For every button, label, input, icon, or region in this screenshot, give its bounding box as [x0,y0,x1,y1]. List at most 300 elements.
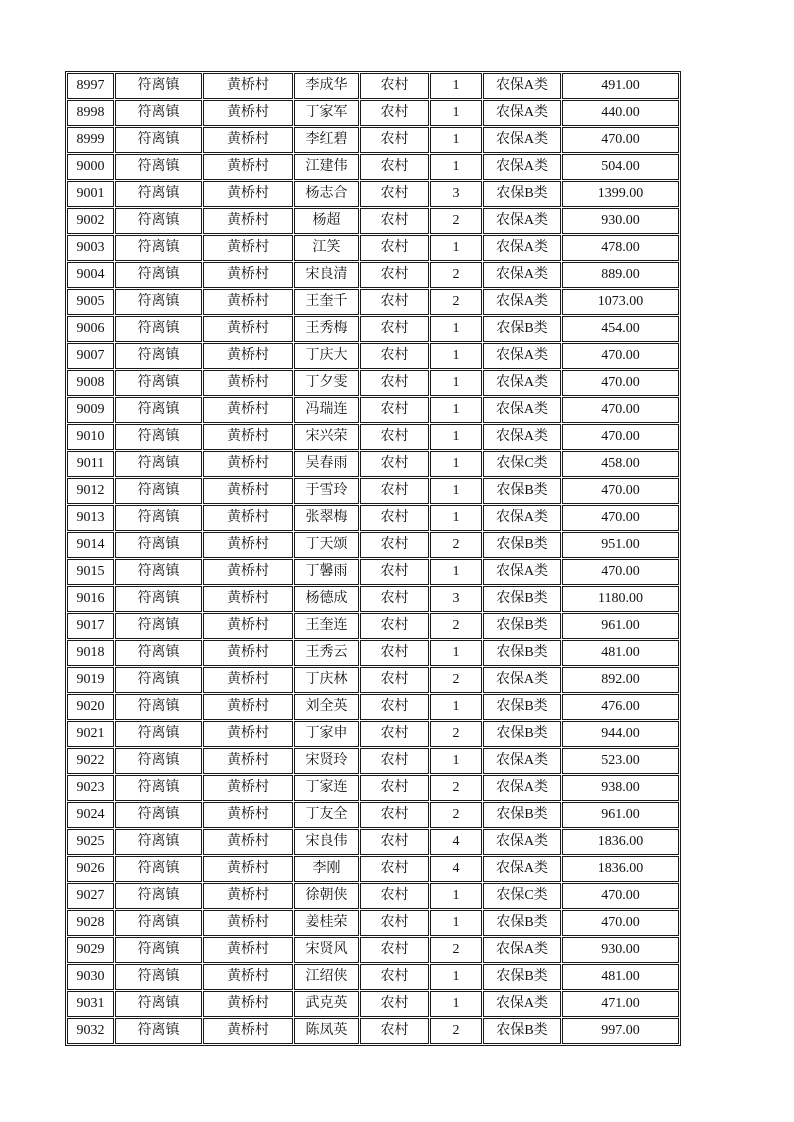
cell-village: 黄桥村 [203,856,293,882]
cell-village: 黄桥村 [203,937,293,963]
cell-amount: 476.00 [562,694,679,720]
cell-town: 符离镇 [115,856,202,882]
cell-residence: 农村 [360,262,429,288]
cell-person-name: 张翠梅 [294,505,359,531]
cell-index: 9021 [67,721,114,747]
cell-index: 9014 [67,532,114,558]
cell-insurance-category: 农保B类 [483,910,561,936]
cell-village: 黄桥村 [203,208,293,234]
table-row [67,208,679,234]
cell-town: 符离镇 [115,937,202,963]
cell-village: 黄桥村 [203,154,293,180]
cell-index: 9008 [67,370,114,396]
cell-index: 9006 [67,316,114,342]
cell-amount: 470.00 [562,127,679,153]
cell-amount: 470.00 [562,478,679,504]
cell-person-name: 丁天颂 [294,532,359,558]
cell-village: 黄桥村 [203,991,293,1017]
cell-residence: 农村 [360,748,429,774]
cell-person-count: 1 [430,991,482,1017]
cell-insurance-category: 农保A类 [483,991,561,1017]
cell-village: 黄桥村 [203,910,293,936]
cell-amount: 470.00 [562,505,679,531]
cell-town: 符离镇 [115,1018,202,1044]
cell-residence: 农村 [360,1018,429,1044]
cell-village: 黄桥村 [203,964,293,990]
cell-insurance-category: 农保A类 [483,262,561,288]
table-row [67,370,679,396]
cell-index: 9009 [67,397,114,423]
cell-insurance-category: 农保A类 [483,856,561,882]
table-row [67,181,679,207]
cell-insurance-category: 农保A类 [483,397,561,423]
cell-town: 符离镇 [115,775,202,801]
cell-town: 符离镇 [115,991,202,1017]
cell-residence: 农村 [360,802,429,828]
cell-town: 符离镇 [115,424,202,450]
cell-insurance-category: 农保B类 [483,964,561,990]
cell-person-name: 吴春雨 [294,451,359,477]
table-row [67,856,679,882]
cell-index: 9025 [67,829,114,855]
table-row [67,397,679,423]
cell-village: 黄桥村 [203,721,293,747]
cell-village: 黄桥村 [203,343,293,369]
cell-village: 黄桥村 [203,451,293,477]
cell-amount: 938.00 [562,775,679,801]
cell-insurance-category: 农保B类 [483,802,561,828]
table-row [67,73,679,99]
cell-insurance-category: 农保A类 [483,829,561,855]
cell-town: 符离镇 [115,802,202,828]
cell-residence: 农村 [360,289,429,315]
cell-village: 黄桥村 [203,883,293,909]
cell-insurance-category: 农保A类 [483,343,561,369]
table-row [67,721,679,747]
cell-residence: 农村 [360,559,429,585]
cell-residence: 农村 [360,370,429,396]
cell-residence: 农村 [360,235,429,261]
table-row [67,613,679,639]
cell-residence: 农村 [360,397,429,423]
cell-residence: 农村 [360,154,429,180]
cell-amount: 470.00 [562,910,679,936]
table-row [67,559,679,585]
cell-index: 9015 [67,559,114,585]
cell-village: 黄桥村 [203,100,293,126]
cell-insurance-category: 农保B类 [483,532,561,558]
cell-village: 黄桥村 [203,424,293,450]
cell-insurance-category: 农保A类 [483,370,561,396]
cell-person-name: 于雪玲 [294,478,359,504]
cell-amount: 523.00 [562,748,679,774]
cell-town: 符离镇 [115,181,202,207]
cell-person-name: 丁家连 [294,775,359,801]
cell-index: 9005 [67,289,114,315]
cell-amount: 470.00 [562,397,679,423]
cell-person-name: 宋良伟 [294,829,359,855]
cell-person-count: 1 [430,964,482,990]
cell-person-count: 1 [430,343,482,369]
cell-town: 符离镇 [115,316,202,342]
table-body [67,73,679,1044]
cell-town: 符离镇 [115,289,202,315]
cell-person-name: 杨志合 [294,181,359,207]
table-row [67,127,679,153]
cell-person-count: 1 [430,370,482,396]
table-row [67,667,679,693]
table-row [67,235,679,261]
cell-town: 符离镇 [115,586,202,612]
cell-index: 9016 [67,586,114,612]
table-row [67,829,679,855]
cell-person-count: 1 [430,235,482,261]
cell-village: 黄桥村 [203,586,293,612]
cell-person-name: 姜桂荣 [294,910,359,936]
cell-residence: 农村 [360,532,429,558]
cell-person-name: 冯瑞连 [294,397,359,423]
cell-person-name: 江笑 [294,235,359,261]
cell-residence: 农村 [360,667,429,693]
cell-person-count: 1 [430,505,482,531]
cell-index: 9019 [67,667,114,693]
cell-person-count: 2 [430,208,482,234]
cell-town: 符离镇 [115,748,202,774]
cell-amount: 961.00 [562,613,679,639]
cell-index: 8997 [67,73,114,99]
cell-town: 符离镇 [115,883,202,909]
cell-index: 9022 [67,748,114,774]
cell-insurance-category: 农保B类 [483,1018,561,1044]
cell-person-name: 宋贤玲 [294,748,359,774]
table-row [67,883,679,909]
cell-village: 黄桥村 [203,802,293,828]
table-row [67,640,679,666]
cell-person-count: 4 [430,829,482,855]
cell-amount: 1180.00 [562,586,679,612]
beneficiary-table [65,71,681,1046]
cell-village: 黄桥村 [203,532,293,558]
cell-index: 9012 [67,478,114,504]
cell-village: 黄桥村 [203,235,293,261]
cell-index: 9003 [67,235,114,261]
cell-village: 黄桥村 [203,181,293,207]
cell-person-count: 2 [430,262,482,288]
cell-residence: 农村 [360,694,429,720]
table-row [67,802,679,828]
cell-residence: 农村 [360,856,429,882]
cell-town: 符离镇 [115,235,202,261]
cell-person-name: 江建伟 [294,154,359,180]
cell-person-count: 1 [430,316,482,342]
cell-person-count: 1 [430,559,482,585]
table-row [67,910,679,936]
cell-person-name: 杨超 [294,208,359,234]
cell-person-count: 1 [430,478,482,504]
cell-insurance-category: 农保B类 [483,694,561,720]
cell-amount: 470.00 [562,370,679,396]
cell-amount: 481.00 [562,640,679,666]
cell-index: 9026 [67,856,114,882]
cell-person-name: 宋贤风 [294,937,359,963]
cell-insurance-category: 农保A类 [483,424,561,450]
cell-town: 符离镇 [115,964,202,990]
cell-person-count: 1 [430,73,482,99]
table-row [67,775,679,801]
cell-amount: 889.00 [562,262,679,288]
cell-person-count: 2 [430,667,482,693]
cell-insurance-category: 农保A类 [483,559,561,585]
table-row [67,964,679,990]
cell-person-name: 王奎连 [294,613,359,639]
table-row [67,505,679,531]
cell-person-count: 2 [430,613,482,639]
cell-residence: 农村 [360,586,429,612]
table-row [67,694,679,720]
cell-amount: 478.00 [562,235,679,261]
cell-person-name: 杨德成 [294,586,359,612]
cell-amount: 471.00 [562,991,679,1017]
cell-index: 9011 [67,451,114,477]
cell-index: 9020 [67,694,114,720]
cell-village: 黄桥村 [203,289,293,315]
cell-person-name: 陈凤英 [294,1018,359,1044]
cell-index: 8999 [67,127,114,153]
table-row [67,154,679,180]
cell-insurance-category: 农保A类 [483,73,561,99]
cell-town: 符离镇 [115,127,202,153]
table-row [67,748,679,774]
cell-index: 9000 [67,154,114,180]
cell-residence: 农村 [360,127,429,153]
cell-insurance-category: 农保B类 [483,721,561,747]
cell-insurance-category: 农保B类 [483,586,561,612]
cell-person-name: 江绍侠 [294,964,359,990]
table-row [67,343,679,369]
cell-person-name: 李成华 [294,73,359,99]
table-row [67,316,679,342]
cell-insurance-category: 农保A类 [483,235,561,261]
cell-amount: 951.00 [562,532,679,558]
cell-person-name: 王秀梅 [294,316,359,342]
cell-person-name: 宋兴荣 [294,424,359,450]
cell-person-count: 1 [430,694,482,720]
cell-person-name: 刘全英 [294,694,359,720]
cell-town: 符离镇 [115,829,202,855]
table-row [67,100,679,126]
cell-person-name: 丁庆林 [294,667,359,693]
cell-amount: 458.00 [562,451,679,477]
cell-index: 9023 [67,775,114,801]
cell-person-name: 丁夕雯 [294,370,359,396]
cell-insurance-category: 农保C类 [483,883,561,909]
cell-amount: 470.00 [562,343,679,369]
cell-person-name: 丁庆大 [294,343,359,369]
cell-village: 黄桥村 [203,478,293,504]
cell-town: 符离镇 [115,154,202,180]
cell-town: 符离镇 [115,910,202,936]
cell-index: 9017 [67,613,114,639]
cell-insurance-category: 农保A类 [483,775,561,801]
cell-town: 符离镇 [115,559,202,585]
cell-village: 黄桥村 [203,370,293,396]
table-row [67,478,679,504]
cell-residence: 农村 [360,478,429,504]
cell-person-count: 1 [430,424,482,450]
cell-person-name: 李红碧 [294,127,359,153]
cell-residence: 农村 [360,181,429,207]
cell-index: 9010 [67,424,114,450]
cell-residence: 农村 [360,640,429,666]
cell-town: 符离镇 [115,640,202,666]
cell-amount: 1073.00 [562,289,679,315]
cell-index: 9001 [67,181,114,207]
table-row [67,1018,679,1044]
cell-insurance-category: 农保A类 [483,667,561,693]
cell-residence: 农村 [360,100,429,126]
cell-index: 9027 [67,883,114,909]
cell-index: 9018 [67,640,114,666]
cell-residence: 农村 [360,775,429,801]
cell-village: 黄桥村 [203,694,293,720]
cell-index: 9028 [67,910,114,936]
cell-insurance-category: 农保A类 [483,127,561,153]
cell-town: 符离镇 [115,73,202,99]
cell-person-name: 丁友全 [294,802,359,828]
cell-amount: 470.00 [562,883,679,909]
cell-village: 黄桥村 [203,262,293,288]
cell-person-count: 2 [430,802,482,828]
cell-amount: 470.00 [562,424,679,450]
cell-amount: 1836.00 [562,856,679,882]
cell-person-count: 1 [430,100,482,126]
cell-index: 9032 [67,1018,114,1044]
table-row [67,991,679,1017]
cell-person-count: 1 [430,127,482,153]
table-row [67,532,679,558]
table-row [67,262,679,288]
cell-person-count: 1 [430,154,482,180]
cell-person-count: 1 [430,640,482,666]
cell-residence: 农村 [360,721,429,747]
cell-person-name: 丁家申 [294,721,359,747]
cell-person-name: 丁馨雨 [294,559,359,585]
cell-amount: 504.00 [562,154,679,180]
cell-person-count: 2 [430,721,482,747]
cell-index: 9029 [67,937,114,963]
cell-village: 黄桥村 [203,559,293,585]
cell-person-count: 4 [430,856,482,882]
cell-residence: 农村 [360,208,429,234]
cell-insurance-category: 农保A类 [483,505,561,531]
cell-village: 黄桥村 [203,127,293,153]
cell-village: 黄桥村 [203,1018,293,1044]
cell-town: 符离镇 [115,478,202,504]
table-row [67,937,679,963]
cell-town: 符离镇 [115,262,202,288]
cell-town: 符离镇 [115,100,202,126]
cell-town: 符离镇 [115,208,202,234]
cell-insurance-category: 农保B类 [483,640,561,666]
cell-person-count: 1 [430,397,482,423]
cell-village: 黄桥村 [203,73,293,99]
cell-town: 符离镇 [115,505,202,531]
cell-index: 9031 [67,991,114,1017]
cell-town: 符离镇 [115,451,202,477]
cell-person-count: 2 [430,289,482,315]
cell-amount: 491.00 [562,73,679,99]
table-row [67,451,679,477]
cell-person-count: 2 [430,532,482,558]
cell-person-count: 2 [430,937,482,963]
cell-insurance-category: 农保A类 [483,208,561,234]
cell-amount: 997.00 [562,1018,679,1044]
cell-amount: 961.00 [562,802,679,828]
cell-amount: 440.00 [562,100,679,126]
cell-town: 符离镇 [115,694,202,720]
cell-town: 符离镇 [115,613,202,639]
cell-index: 9007 [67,343,114,369]
cell-residence: 农村 [360,883,429,909]
cell-residence: 农村 [360,991,429,1017]
cell-index: 9024 [67,802,114,828]
cell-person-count: 1 [430,748,482,774]
cell-insurance-category: 农保B类 [483,316,561,342]
cell-insurance-category: 农保A类 [483,748,561,774]
cell-residence: 农村 [360,964,429,990]
cell-residence: 农村 [360,424,429,450]
cell-village: 黄桥村 [203,640,293,666]
cell-person-name: 王秀云 [294,640,359,666]
cell-village: 黄桥村 [203,505,293,531]
cell-residence: 农村 [360,910,429,936]
table-row [67,289,679,315]
cell-village: 黄桥村 [203,775,293,801]
cell-village: 黄桥村 [203,397,293,423]
cell-insurance-category: 农保A类 [483,100,561,126]
cell-index: 9013 [67,505,114,531]
cell-insurance-category: 农保A类 [483,154,561,180]
cell-amount: 944.00 [562,721,679,747]
cell-person-name: 徐朝侠 [294,883,359,909]
cell-person-name: 李刚 [294,856,359,882]
cell-person-count: 3 [430,586,482,612]
cell-index: 9002 [67,208,114,234]
cell-amount: 892.00 [562,667,679,693]
cell-person-name: 武克英 [294,991,359,1017]
cell-insurance-category: 农保A类 [483,289,561,315]
cell-insurance-category: 农保B类 [483,478,561,504]
cell-town: 符离镇 [115,721,202,747]
table-row [67,424,679,450]
cell-residence: 农村 [360,451,429,477]
cell-person-name: 王奎千 [294,289,359,315]
cell-residence: 农村 [360,343,429,369]
cell-village: 黄桥村 [203,613,293,639]
cell-amount: 470.00 [562,559,679,585]
cell-insurance-category: 农保C类 [483,451,561,477]
cell-person-count: 2 [430,1018,482,1044]
cell-person-name: 宋良清 [294,262,359,288]
cell-village: 黄桥村 [203,748,293,774]
table-row [67,586,679,612]
cell-index: 8998 [67,100,114,126]
cell-residence: 农村 [360,73,429,99]
cell-insurance-category: 农保B类 [483,181,561,207]
cell-amount: 454.00 [562,316,679,342]
cell-insurance-category: 农保B类 [483,613,561,639]
cell-town: 符离镇 [115,370,202,396]
